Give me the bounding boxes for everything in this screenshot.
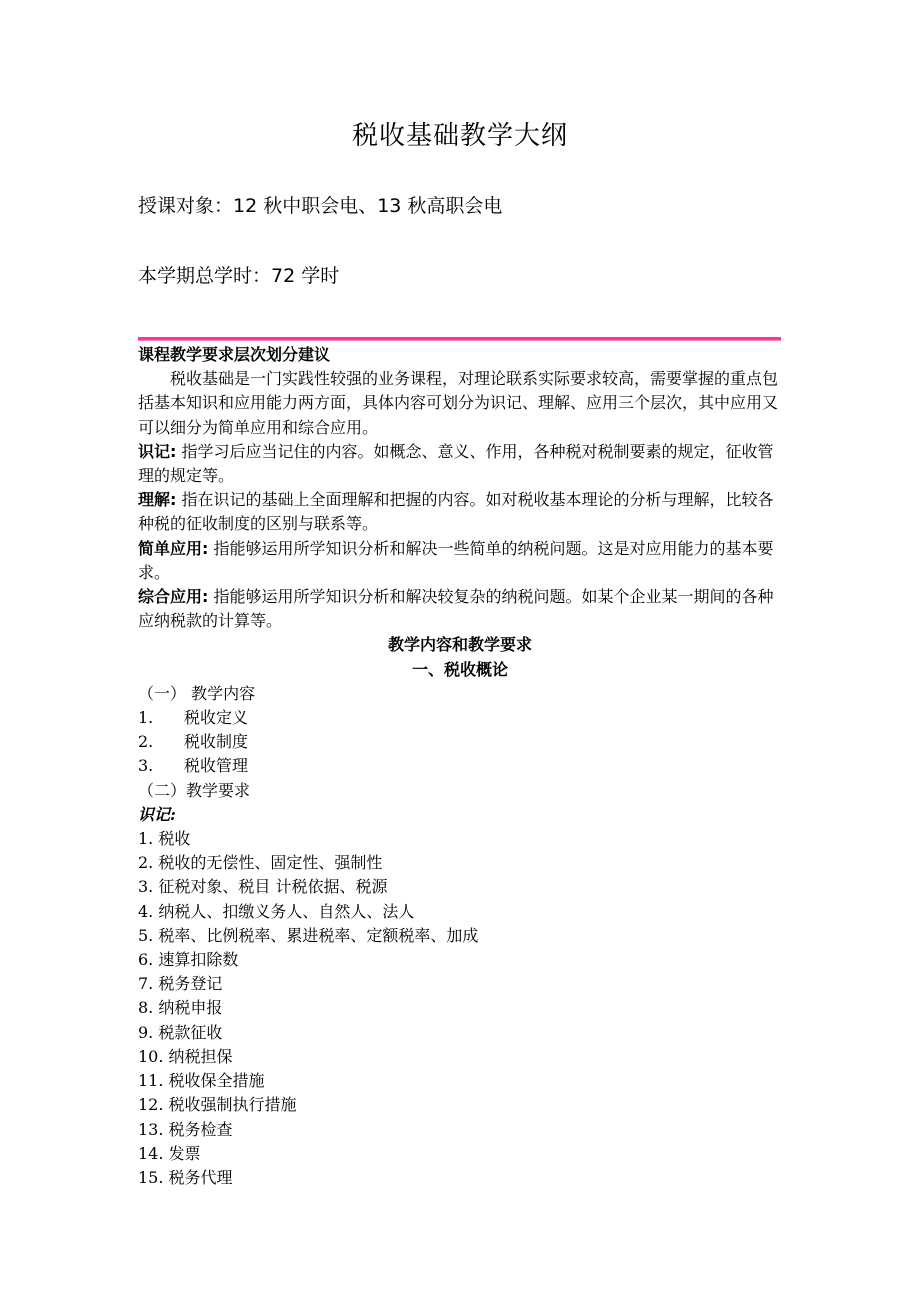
part2-label <box>138 779 782 803</box>
memorize-list <box>138 827 782 1190</box>
level-text: 指在识记的基础上全面理解和把握的内容。如对税收基本理论的分析与理解，比较各种税的征收制度的区别与联系等。 <box>138 490 774 534</box>
list-item: 14. 发票 <box>138 1143 201 1163</box>
part1-label <box>138 682 782 706</box>
level-memorize <box>138 440 782 488</box>
level-simple-apply <box>138 537 782 585</box>
list-item: 10. 纳税担保 <box>138 1046 233 1066</box>
list-item: 15. 税务代理 <box>138 1167 233 1187</box>
list-item: 8. 纳税申报 <box>138 998 223 1018</box>
list-item: 12. 税收强制执行措施 <box>138 1095 297 1115</box>
list-item: 11. 税收保全措施 <box>138 1071 265 1091</box>
chapter-heading: 一、税收概论 <box>411 659 508 679</box>
audience-line: 授课对象：12 秋中职会电、13 秋高职会电 <box>138 195 503 217</box>
level-text: 指能够运用所学知识分析和解决较复杂的纳税问题。如某个企业某一期间的各种应纳税款的计算等。 <box>138 587 774 631</box>
level-label: 简单应用: <box>138 538 209 558</box>
level-label: 综合应用: <box>138 587 209 607</box>
list-item: 2. 税收的无偿性、固定性、强制性 <box>138 853 383 873</box>
list-item: 1. 税收 <box>138 829 191 849</box>
level-label: 识记: <box>138 441 177 461</box>
list-item: 5. 税率、比例税率、累进税率、定额税率、加成 <box>138 925 479 945</box>
levels-heading: 课程教学要求层次划分建议 <box>138 345 331 364</box>
document-body <box>138 343 782 1190</box>
level-comprehensive-apply <box>138 585 782 633</box>
level-text: 指学习后应当记住的内容。如概念、意义、作用，各种税对税制要素的规定，征收管理的规定等。 <box>138 441 774 486</box>
part2-label-text: （二）教学要求 <box>138 780 251 800</box>
content-heading: 教学内容和教学要求 <box>387 635 532 655</box>
part1-label-text: （一） 教学内容 <box>138 683 256 703</box>
level-label: 理解: <box>138 490 177 510</box>
list-item <box>138 706 782 730</box>
section-divider <box>138 337 781 341</box>
list-item <box>138 730 782 754</box>
item-number: 1. <box>138 708 154 728</box>
document-title: 税收基础教学大纲 <box>351 121 568 151</box>
list-item: 9. 税款征收 <box>138 1022 223 1042</box>
item-number: 3. <box>138 756 154 776</box>
list-item: 7. 税务登记 <box>138 974 223 994</box>
list-item <box>138 754 782 778</box>
content-list <box>138 706 782 779</box>
item-number: 2. <box>138 732 154 752</box>
item-text: 税收定义 <box>184 708 249 728</box>
item-text: 税收制度 <box>184 732 249 752</box>
list-item: 13. 税务检查 <box>138 1119 233 1139</box>
levels-intro: 税收基础是一门实践性较强的业务课程，对理论联系实际要求较高，需要掌握的重点包括基本知识和应用能力两方面，具体内容可划分为识记、理解、应用三个层次，其中应用又可以细分为简单应用和综合应用。 <box>138 369 779 437</box>
level-understand <box>138 488 782 536</box>
level-text: 指能够运用所学知识分析和解决一些简单的纳税问题。这是对应用能力的基本要求。 <box>138 538 774 582</box>
list-item: 3. 征税对象、税目 计税依据、税源 <box>138 877 388 897</box>
total-hours-line: 本学期总学时：72 学时 <box>138 265 340 287</box>
list-item: 6. 速算扣除数 <box>138 950 239 970</box>
item-text: 税收管理 <box>184 756 249 776</box>
memorize-label: 识记: <box>138 804 176 824</box>
list-item: 4. 纳税人、扣缴义务人、自然人、法人 <box>138 901 415 921</box>
